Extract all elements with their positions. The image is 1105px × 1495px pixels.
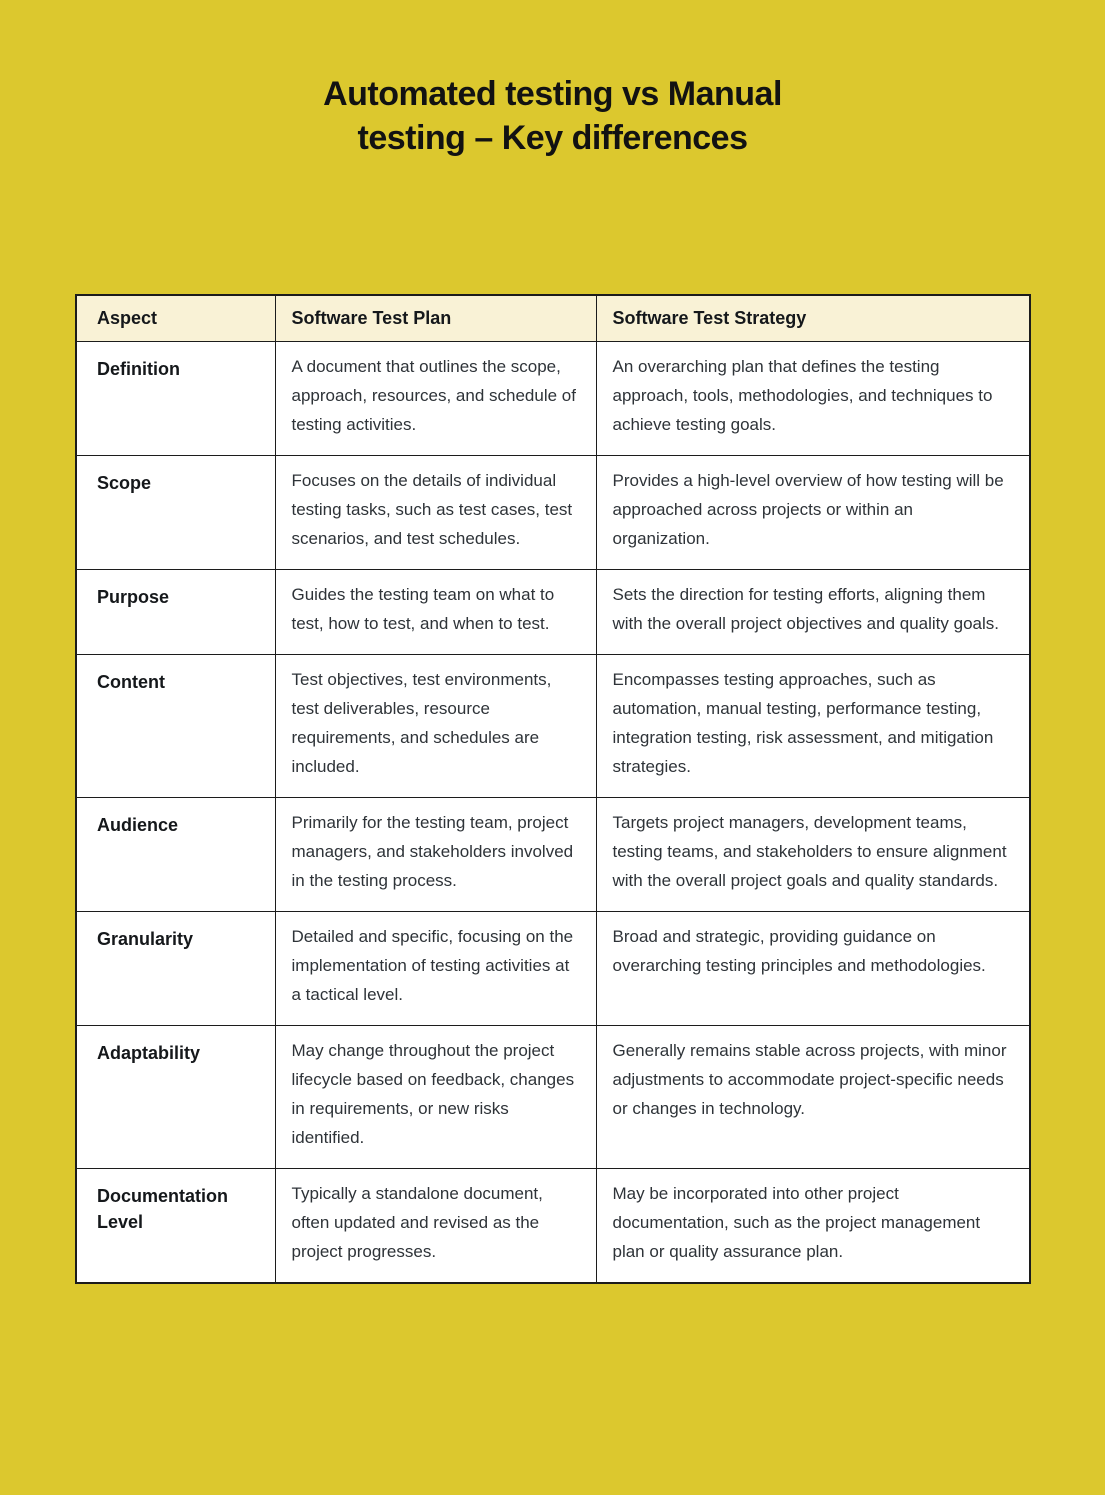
table-row bbox=[76, 655, 1030, 798]
strategy-cell: Generally remains stable across projects, with minor adjustments to accommodate project-specific needs or changes in technology. bbox=[596, 1026, 1030, 1169]
comparison-table-container bbox=[75, 294, 1029, 1284]
table-row bbox=[76, 798, 1030, 912]
table-row bbox=[76, 912, 1030, 1026]
page-title bbox=[173, 72, 933, 160]
plan-cell: Test objectives, test environments, test deliverables, resource requirements, and schedules are included. bbox=[275, 655, 596, 798]
strategy-cell: An overarching plan that defines the testing approach, tools, methodologies, and techniques to achieve testing goals. bbox=[596, 342, 1030, 456]
plan-cell: Typically a standalone document, often updated and revised as the project progresses. bbox=[275, 1169, 596, 1284]
plan-cell: Focuses on the details of individual testing tasks, such as test cases, test scenarios, and test schedules. bbox=[275, 456, 596, 570]
page bbox=[0, 72, 1105, 1495]
header-cell-aspect: Aspect bbox=[76, 295, 275, 342]
aspect-cell: Content bbox=[76, 655, 275, 798]
plan-cell: Primarily for the testing team, project managers, and stakeholders involved in the testing process. bbox=[275, 798, 596, 912]
aspect-cell: Purpose bbox=[76, 570, 275, 655]
strategy-cell: Targets project managers, development teams, testing teams, and stakeholders to ensure alignment with the overall project goals and quality standards. bbox=[596, 798, 1030, 912]
strategy-cell: Broad and strategic, providing guidance on overarching testing principles and methodologies. bbox=[596, 912, 1030, 1026]
plan-cell: Detailed and specific, focusing on the implementation of testing activities at a tactical level. bbox=[275, 912, 596, 1026]
aspect-cell: Definition bbox=[76, 342, 275, 456]
table-row bbox=[76, 342, 1030, 456]
aspect-cell: Documentation Level bbox=[76, 1169, 275, 1284]
header-row bbox=[76, 295, 1030, 342]
page-title-line-2: testing – Key differences bbox=[357, 119, 748, 157]
table-row bbox=[76, 570, 1030, 655]
table-row bbox=[76, 456, 1030, 570]
aspect-cell: Scope bbox=[76, 456, 275, 570]
table-body bbox=[76, 342, 1030, 1284]
page-title-line-1: Automated testing vs Manual bbox=[323, 75, 782, 113]
header-cell-strategy: Software Test Strategy bbox=[596, 295, 1030, 342]
table-row bbox=[76, 1169, 1030, 1284]
strategy-cell: Sets the direction for testing efforts, aligning them with the overall project objectives and quality goals. bbox=[596, 570, 1030, 655]
comparison-table bbox=[75, 294, 1031, 1284]
table-row bbox=[76, 1026, 1030, 1169]
plan-cell: Guides the testing team on what to test, how to test, and when to test. bbox=[275, 570, 596, 655]
aspect-cell: Adaptability bbox=[76, 1026, 275, 1169]
strategy-cell: Provides a high-level overview of how testing will be approached across projects or within an organization. bbox=[596, 456, 1030, 570]
table-header bbox=[76, 295, 1030, 342]
aspect-cell: Granularity bbox=[76, 912, 275, 1026]
header-cell-plan: Software Test Plan bbox=[275, 295, 596, 342]
plan-cell: A document that outlines the scope, approach, resources, and schedule of testing activities. bbox=[275, 342, 596, 456]
plan-cell: May change throughout the project lifecycle based on feedback, changes in requirements, or new risks identified. bbox=[275, 1026, 596, 1169]
strategy-cell: Encompasses testing approaches, such as automation, manual testing, performance testing, integration testing, risk assessment, and mitigation strategies. bbox=[596, 655, 1030, 798]
aspect-cell: Audience bbox=[76, 798, 275, 912]
strategy-cell: May be incorporated into other project documentation, such as the project management plan or quality assurance plan. bbox=[596, 1169, 1030, 1284]
